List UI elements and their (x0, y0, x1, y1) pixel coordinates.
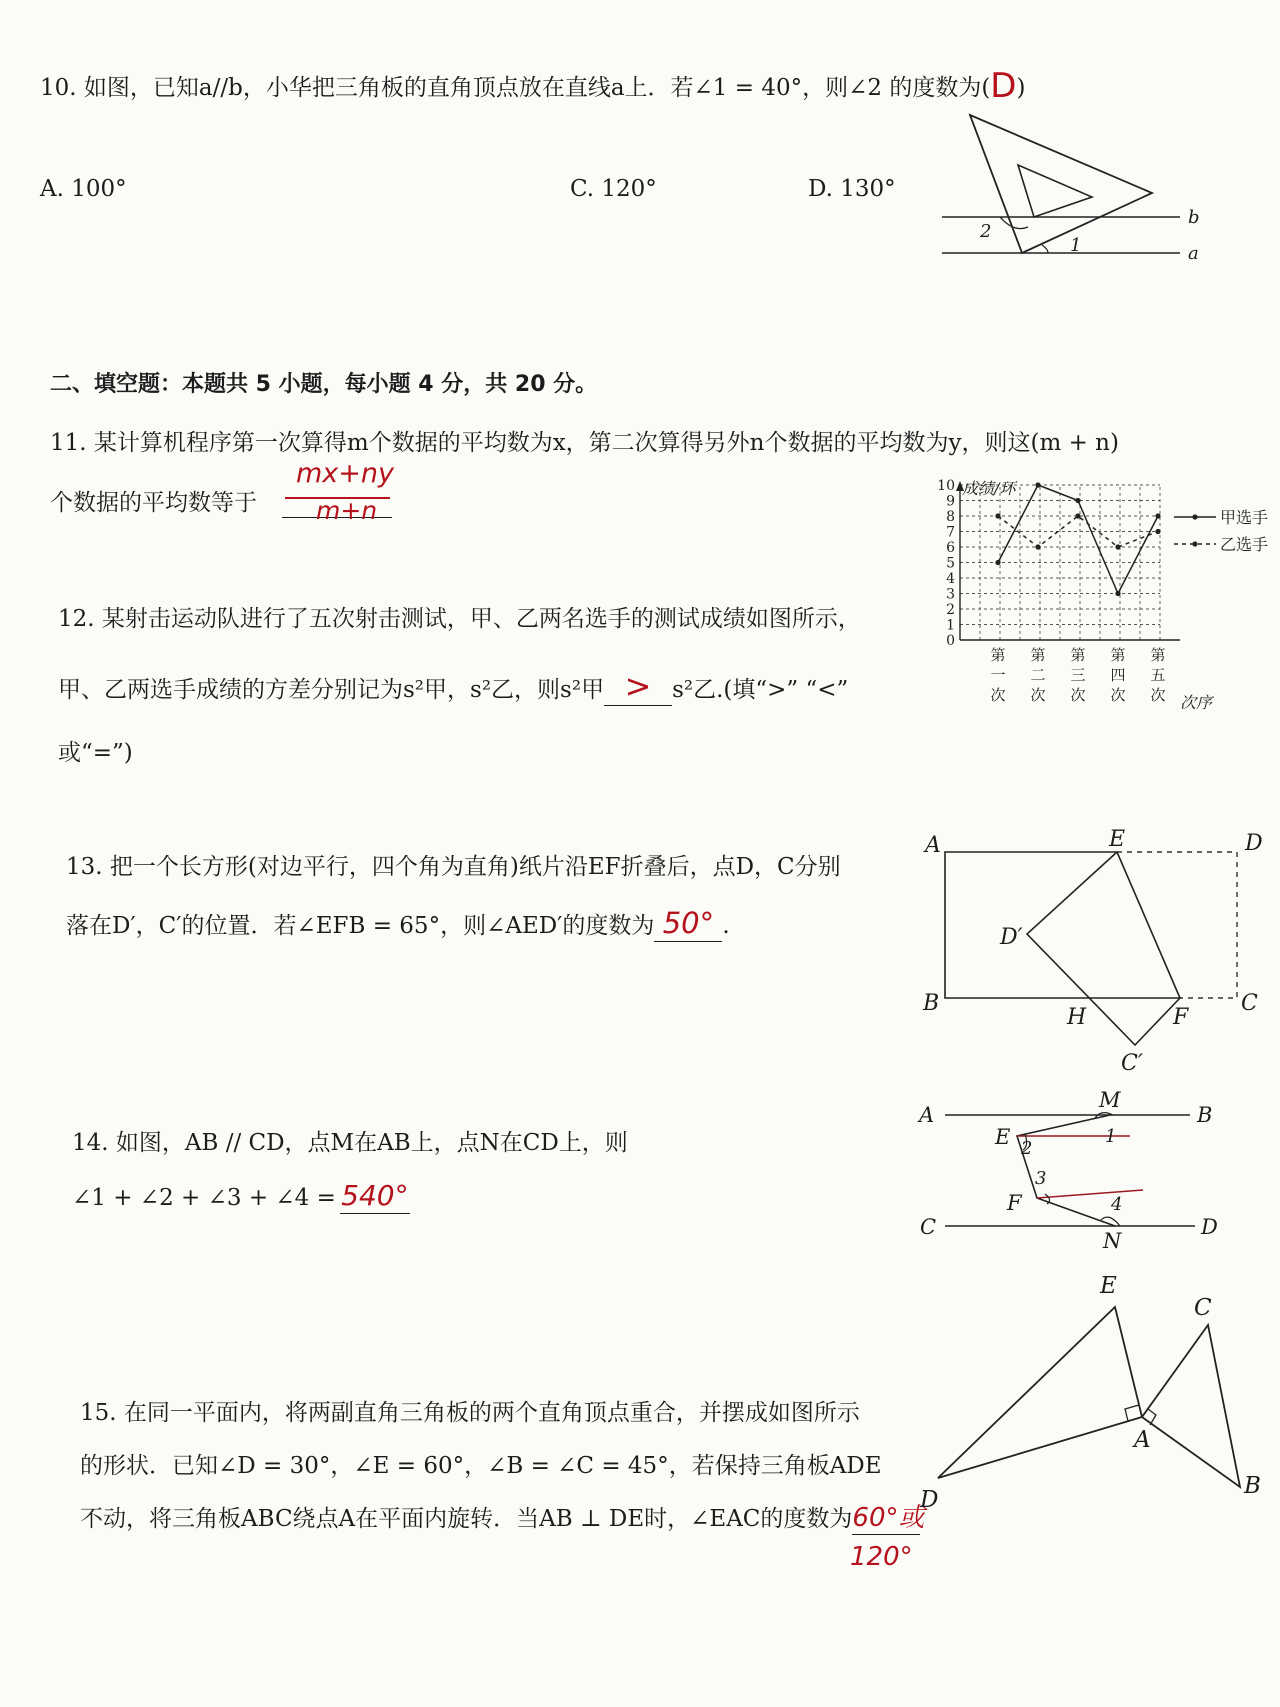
q13-answer: 50° (662, 906, 715, 940)
q10-option-a: A. 100° (40, 176, 127, 202)
q14-angle-2: 2 (1021, 1138, 1033, 1159)
q14-label-d: D (1201, 1215, 1218, 1239)
chart-y-tick-label: 2 (946, 602, 955, 618)
q14-line2 (72, 1179, 410, 1214)
q14-answer-blank (340, 1179, 410, 1214)
chart-grid (960, 485, 1160, 640)
chart-y-tick-label: 10 (937, 478, 955, 494)
q10-option-c: C. 120° (570, 176, 657, 202)
q14-figure (915, 1090, 1220, 1260)
chart-x-tick-label: 第 (990, 646, 1006, 664)
q12-line2-post: s²乙.(填“>” “<” (672, 677, 849, 703)
q15-line1: 15. 在同一平面内，将两副直角三角板的两个直角顶点重合，并摆成如图所示 (80, 1400, 860, 1426)
chart-point (1155, 529, 1160, 534)
q12-chart (930, 475, 1280, 765)
chart-point (1155, 513, 1160, 518)
q13-label-e: E (1109, 827, 1126, 852)
q11-line2: 个数据的平均数等于 (50, 490, 257, 516)
q13-answer-blank (654, 906, 722, 942)
q15-figure (910, 1265, 1280, 1515)
q10-stem: 10. 如图，已知a//b，小华把三角板的直角顶点放在直线a上．若∠1 = 40°，则∠2 的度数为(D) (40, 66, 1026, 106)
chart-legend (1174, 508, 1268, 554)
q14-angle-3: 3 (1035, 1168, 1047, 1189)
q12-chart-svg (930, 475, 1280, 765)
q13-label-c: C (1241, 991, 1258, 1016)
chart-y-tick-label: 8 (946, 509, 955, 525)
q13-line1: 13. 把一个长方形(对边平行，四个角为直角)纸片沿EF折叠后，点D，C分别 (66, 854, 841, 880)
chart-legend-marker (1192, 514, 1197, 519)
q10-label-b: b (1188, 207, 1200, 228)
q10-answer-mark: D (990, 66, 1017, 106)
chart-x-tick-label: 次 (990, 686, 1006, 704)
q12-line2-pre: 甲、乙两选手成绩的方差分别记为s²甲，s²乙，则s²甲 (58, 677, 605, 703)
chart-point (995, 513, 1000, 518)
q13-label-a: A (925, 833, 941, 858)
chart-y-tick-label: 4 (946, 571, 955, 587)
chart-y-tick-label: 1 (946, 617, 955, 634)
q13-label-d: D (1245, 831, 1263, 856)
q14-answer: 540° (341, 1179, 409, 1212)
chart-y-tick-label: 3 (946, 586, 955, 603)
q14-label-a: A (919, 1103, 935, 1127)
q10-figure (930, 105, 1210, 270)
chart-ylabel: 成绩/环 (962, 479, 1016, 498)
q11-answer-denominator: m+n (316, 496, 378, 525)
chart-x-tick-label: 五 (1150, 666, 1166, 684)
chart-legend-label: 甲选手 (1220, 508, 1269, 527)
chart-y-tick-label: 7 (946, 524, 955, 541)
q13-label-f: F (1173, 1005, 1189, 1030)
chart-x-tick-label: 第 (1110, 646, 1126, 664)
q15-label-d: D (920, 1487, 939, 1513)
q14-label-n: N (1103, 1229, 1122, 1253)
chart-x-tick-label: 次 (1150, 686, 1166, 704)
q10-angle-2: 2 (980, 221, 992, 242)
q10-angle-1: 1 (1070, 235, 1082, 256)
q15-answer-line1: 60°或 (852, 1503, 925, 1533)
rectangle-left-part (945, 852, 1180, 998)
q10-label-a: a (1188, 243, 1199, 264)
chart-xlabel: 次序 (1180, 693, 1213, 712)
q13-figure (915, 827, 1280, 1076)
q13-label-d-prime: D′ (1000, 925, 1023, 950)
triangle-abc (1142, 1325, 1240, 1487)
chart-point (1115, 591, 1120, 596)
chart-x-tick-label: 四 (1110, 666, 1126, 684)
chart-x-tick-label: 第 (1070, 646, 1086, 664)
chart-y-tick-label: 5 (946, 555, 955, 572)
chart-x-tick-label: 二 (1030, 666, 1046, 684)
chart-y-tick-label: 0 (946, 633, 955, 649)
q14-angle-1: 1 (1105, 1126, 1117, 1147)
chart-x-tick-label: 一 (990, 666, 1006, 684)
chart-point (1075, 513, 1080, 518)
q13-label-c-prime: C′ (1121, 1051, 1143, 1076)
triangle-ruler-hole (1018, 165, 1092, 217)
chart-x-tick-label: 三 (1070, 666, 1086, 684)
q14-line2-text: ∠1 + ∠2 + ∠3 + ∠4 = (72, 1185, 336, 1211)
q13-label-h: H (1067, 1005, 1087, 1030)
q12-line1: 12. 某射击运动队进行了五次射击测试，甲、乙两名选手的测试成绩如图所示， (58, 606, 861, 632)
chart-x-tick-label: 次 (1110, 686, 1126, 704)
q11-line1: 11. 某计算机程序第一次算得m个数据的平均数为x，第二次算得另外n个数据的平均数为y，则这(m + n) (50, 430, 1119, 456)
chart-axes (937, 478, 1180, 704)
rectangle-folded-dashed (1117, 852, 1237, 998)
q14-line1: 14. 如图，AB // CD，点M在AB上，点N在CD上，则 (72, 1130, 628, 1156)
q13-line2-text: 落在D′，C′的位置．若∠EFB = 65°，则∠AED′的度数为 (66, 913, 655, 939)
chart-point (995, 560, 1000, 565)
triangle-ade (938, 1307, 1142, 1478)
q15-label-b: B (1244, 1473, 1261, 1499)
q13-label-b: B (923, 991, 940, 1016)
chart-x-tick-label: 次 (1070, 686, 1086, 704)
angle-1-arc (1042, 245, 1048, 253)
q15-label-e: E (1100, 1273, 1117, 1299)
q12-answer: > (624, 667, 652, 705)
chart-y-tick-label: 6 (946, 540, 955, 556)
q11-answer-numerator: mx+ny (296, 458, 394, 489)
q10-option-d: D. 130° (808, 176, 896, 202)
q13-line2: 落在D′，C′的位置．若∠EFB = 65°，则∠AED′的度数为 50° . (66, 906, 730, 940)
angle-2-arc (1000, 217, 1028, 229)
q14-label-e: E (995, 1125, 1011, 1149)
chart-x-tick-label: 第 (1030, 646, 1046, 664)
q12-line2 (58, 667, 849, 706)
chart-x-tick-label: 第 (1150, 646, 1166, 664)
q14-label-f: F (1007, 1191, 1022, 1215)
chart-x-tick-label: 次 (1030, 686, 1046, 704)
chart-y-tick-label: 9 (946, 493, 955, 510)
fold-line-ef (1117, 852, 1180, 998)
q15-answer-line2: 120° (850, 1542, 913, 1572)
chart-legend-marker (1192, 541, 1197, 546)
helper-line-2 (1037, 1190, 1143, 1198)
chart-point (1115, 544, 1120, 549)
q15-line3-text: 不动，将三角板ABC绕点A在平面内旋转．当AB ⊥ DE时，∠EAC的度数为 (80, 1506, 853, 1532)
zigzag-m-e-f-n (1017, 1115, 1115, 1226)
chart-point (1075, 498, 1080, 503)
q12-answer-blank (604, 667, 672, 706)
q15-label-a: A (1134, 1427, 1151, 1453)
section2-heading: 二、填空题：本题共 5 小题，每小题 4 分，共 20 分。 (50, 372, 598, 397)
q15-line3 (80, 1503, 925, 1535)
chart-point (1035, 482, 1040, 487)
q14-label-m: M (1099, 1088, 1121, 1112)
q15-label-c: C (1194, 1295, 1212, 1321)
q15-line2: 的形状．已知∠D = 30°，∠E = 60°，∠B = ∠C = 45°，若保持三角板ADE (80, 1453, 882, 1479)
q14-angle-4: 4 (1111, 1194, 1123, 1215)
q14-label-c: C (920, 1215, 937, 1239)
chart-point (1035, 544, 1040, 549)
q12-line3: 或“=”) (58, 740, 133, 766)
q14-label-b: B (1197, 1103, 1213, 1127)
chart-legend-label: 乙选手 (1220, 535, 1269, 554)
folded-flap (1027, 852, 1180, 1045)
